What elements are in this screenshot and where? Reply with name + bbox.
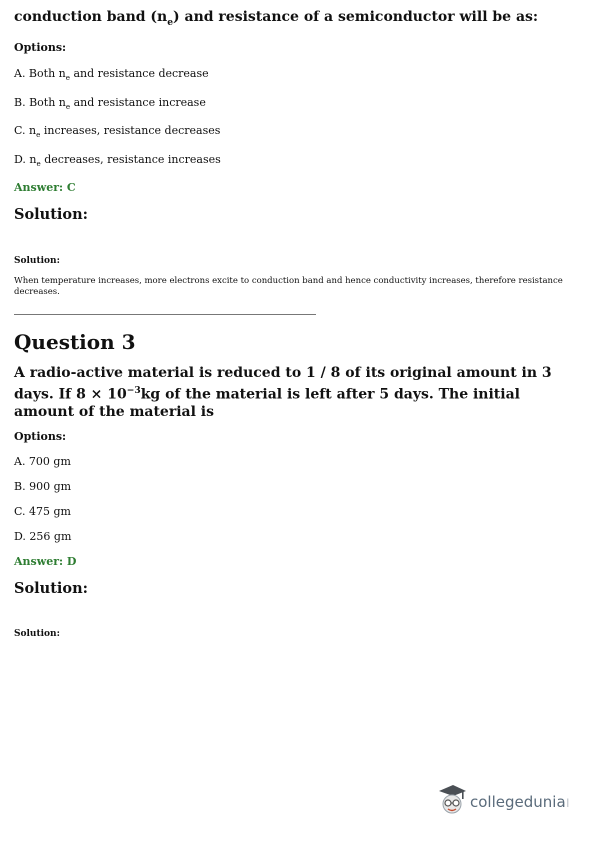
mascot-graduate-icon <box>437 782 467 822</box>
question-text-tail: conduction band $(n_e)$ and resistance of a semiconductor will be as: <box>14 9 539 28</box>
solution-label: Solution: <box>14 629 60 639</box>
solution-text: When temperature increases, more electrons excite to conduction band and hence conductivity increases, therefore resistance decreases. <box>14 276 563 297</box>
answer-label: Answer: D <box>14 555 77 568</box>
option-d: D. $n_e$ decreases, resistance increases <box>14 153 221 169</box>
option-a: A. 700 gm <box>14 455 71 468</box>
options-label: Options: <box>14 41 67 54</box>
question-heading: Question 3 <box>14 330 136 354</box>
brand-name: collegedunia <box>470 793 566 811</box>
brand-logo <box>437 782 570 822</box>
solution-label: Solution: <box>14 256 60 266</box>
option-c: C. $n_e$ increases, resistance decreases <box>14 124 221 140</box>
question-text: A radio-active material is reduced to 1 / 8 of its original amount in 3 days. If $8 \times 10^{-3}kg$ of the material is left after 5 days. The initial amount of the material is <box>14 365 552 420</box>
option-d: D. 256 gm <box>14 530 72 543</box>
answer-label: Answer: C <box>14 181 76 194</box>
solution-heading: Solution: <box>14 580 88 597</box>
option-b: B. Both $n_e$ and resistance increase <box>14 96 206 112</box>
brand-suffix: ı <box>565 793 570 811</box>
option-a: A. Both $n_e$ and resistance decrease <box>14 67 209 83</box>
options-label: Options: <box>14 430 67 443</box>
divider <box>14 314 316 315</box>
solution-heading: Solution: <box>14 206 88 223</box>
option-c: C. 475 gm <box>14 505 71 518</box>
option-b: B. 900 gm <box>14 480 72 493</box>
